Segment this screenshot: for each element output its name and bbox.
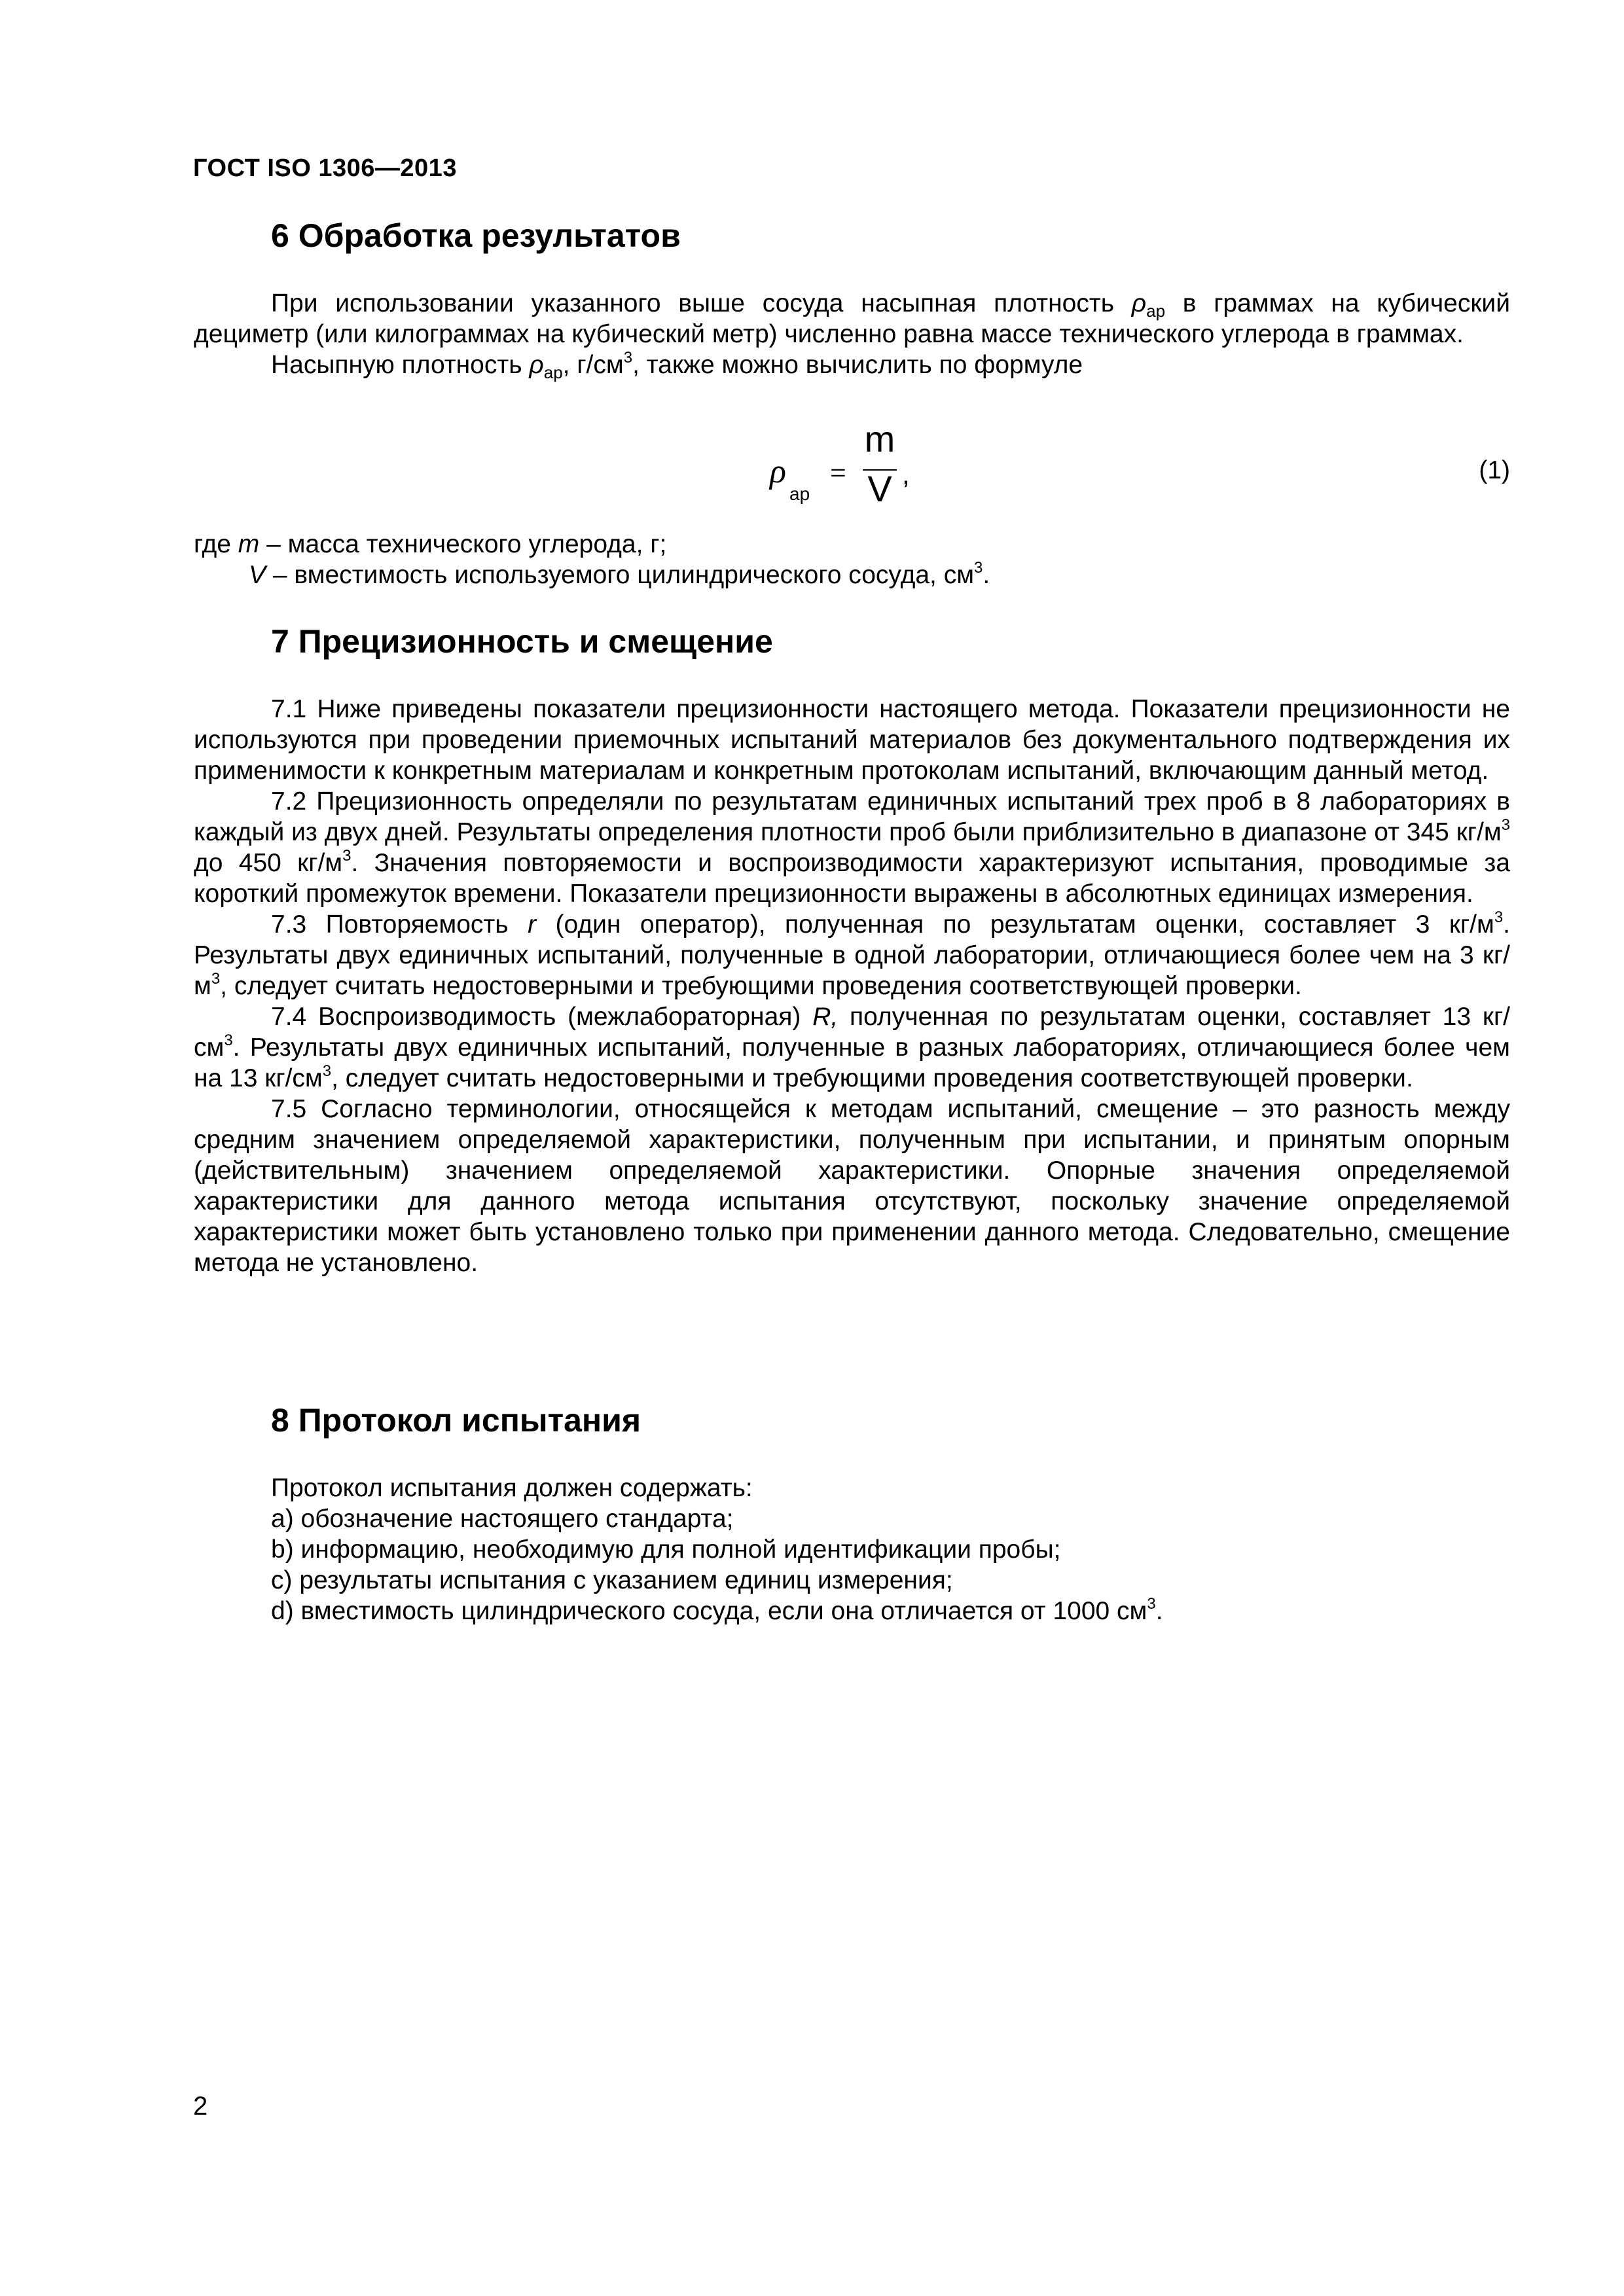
formula-lhs-subscript: ap [789,484,810,504]
list-item: d) вместимость цилиндрического сосуда, если она отличается от 1000 $см^3$. [271,1595,1163,1625]
section-8-body [194,1473,1510,1626]
paragraph-7-4: 7.4 Воспроизводимость (межлабораторная) R, полученная по результатам оценки, составляет 13 $кг/см^3$. Результаты двух единичных испытаний, полученные в разных лабораториях, отличающиеся более чем на 13 $кг/см^3$, следует считать недостоверными и требующими проведения соответствующей проверки. [194,1003,1511,1092]
rho-symbol: ρ [529,351,544,379]
list-item: c) результаты испытания с указанием единиц измерения; [271,1566,953,1594]
formula-lhs-rho: ρ [770,453,786,490]
paragraph-7-1: 7.1 Ниже приведены показатели прецизионности настоящего метода. Показатели прецизионности не используются при проведении приемочных испытаний материалов без документального подтверждения их применимости к конкретным материалам и конкретным протоколам испытаний, включающим данный метод. [194,695,1510,785]
legend-m: где m – масса технического углерода, г; [194,530,667,558]
formula-legend [194,529,1510,590]
list-item: b) информацию, необходимую для полной идентификации пробы; [271,1535,1061,1564]
page-number: 2 [193,2092,208,2121]
section-7-heading: 7 Прецизионность и смещение [271,623,773,660]
formula-comma: , [902,459,910,490]
protocol-intro: Протокол испытания должен содержать: [271,1474,753,1502]
document-id-header: ГОСТ ISO 1306—2013 [193,154,457,182]
formula-number: (1) [1479,456,1510,484]
section-7-body [194,694,1510,1278]
formula-1 [194,418,1510,514]
formula-equals-sign: = [830,457,846,489]
rho-symbol: ρ [1131,289,1147,317]
paragraph-7-2: 7.2 Прецизионность определяли по результатам единичных испытаний трех проб в 8 лабораториях в каждый из двух дней. Результаты определения плотности проб были приблизительно в диапазоне от 345 $кг/м^3$ до 450 $кг/м^3$. Значения повторяемости и воспроизводимости характеризуют испытания, проводимые за короткий промежуток времени. Показатели прецизионности выражены в абсолютных единицах измерения. [194,787,1511,908]
legend-v: V – вместимость используемого цилиндрического сосуда, $см^3$. [249,559,990,589]
formula-denominator: V [867,468,892,509]
paragraph-7-5: 7.5 Согласно терминологии, относящейся к методам испытаний, смещение – это разность между средним значением определяемой характеристики, полученным при испытании, и принятым опорным (действительным) значением определяемой характеристики. Опорные значения определяемой характеристики для данного метода испытания отсутствуют, поскольку значение определяемой характеристики может быть установлено только при применении данного метода. Следовательно, смещение метода не установлено. [194,1095,1510,1277]
formula-numerator: m [864,418,895,459]
list-item: a) обозначение настоящего стандарта; [271,1505,734,1533]
section-8-heading: 8 Протокол испытания [271,1402,641,1439]
section-6-heading: 6 Обработка результатов [271,217,681,254]
paragraph-7-3: 7.3 Повторяемость r (один оператор), полученная по результатам оценки, составляет 3 $кг/м^3$. Результаты двух единичных испытаний, полученные в одной лаборатории, отличающиеся более чем на 3 $кг/м^3$, следует считать недостоверными и требующими проведения соответствующей проверки. [194,908,1511,1000]
section-6-paragraph-1: При использовании указанного выше сосуда насыпная плотность $\rho_{ap}$ в граммах на кубический дециметр (или килограммах на кубический метр) численно равна массе технического углерода в граммах. Насыпную плотность $\rho_{ap}$, $г/см^3$, также можно вычислить по формуле [194,289,1510,382]
